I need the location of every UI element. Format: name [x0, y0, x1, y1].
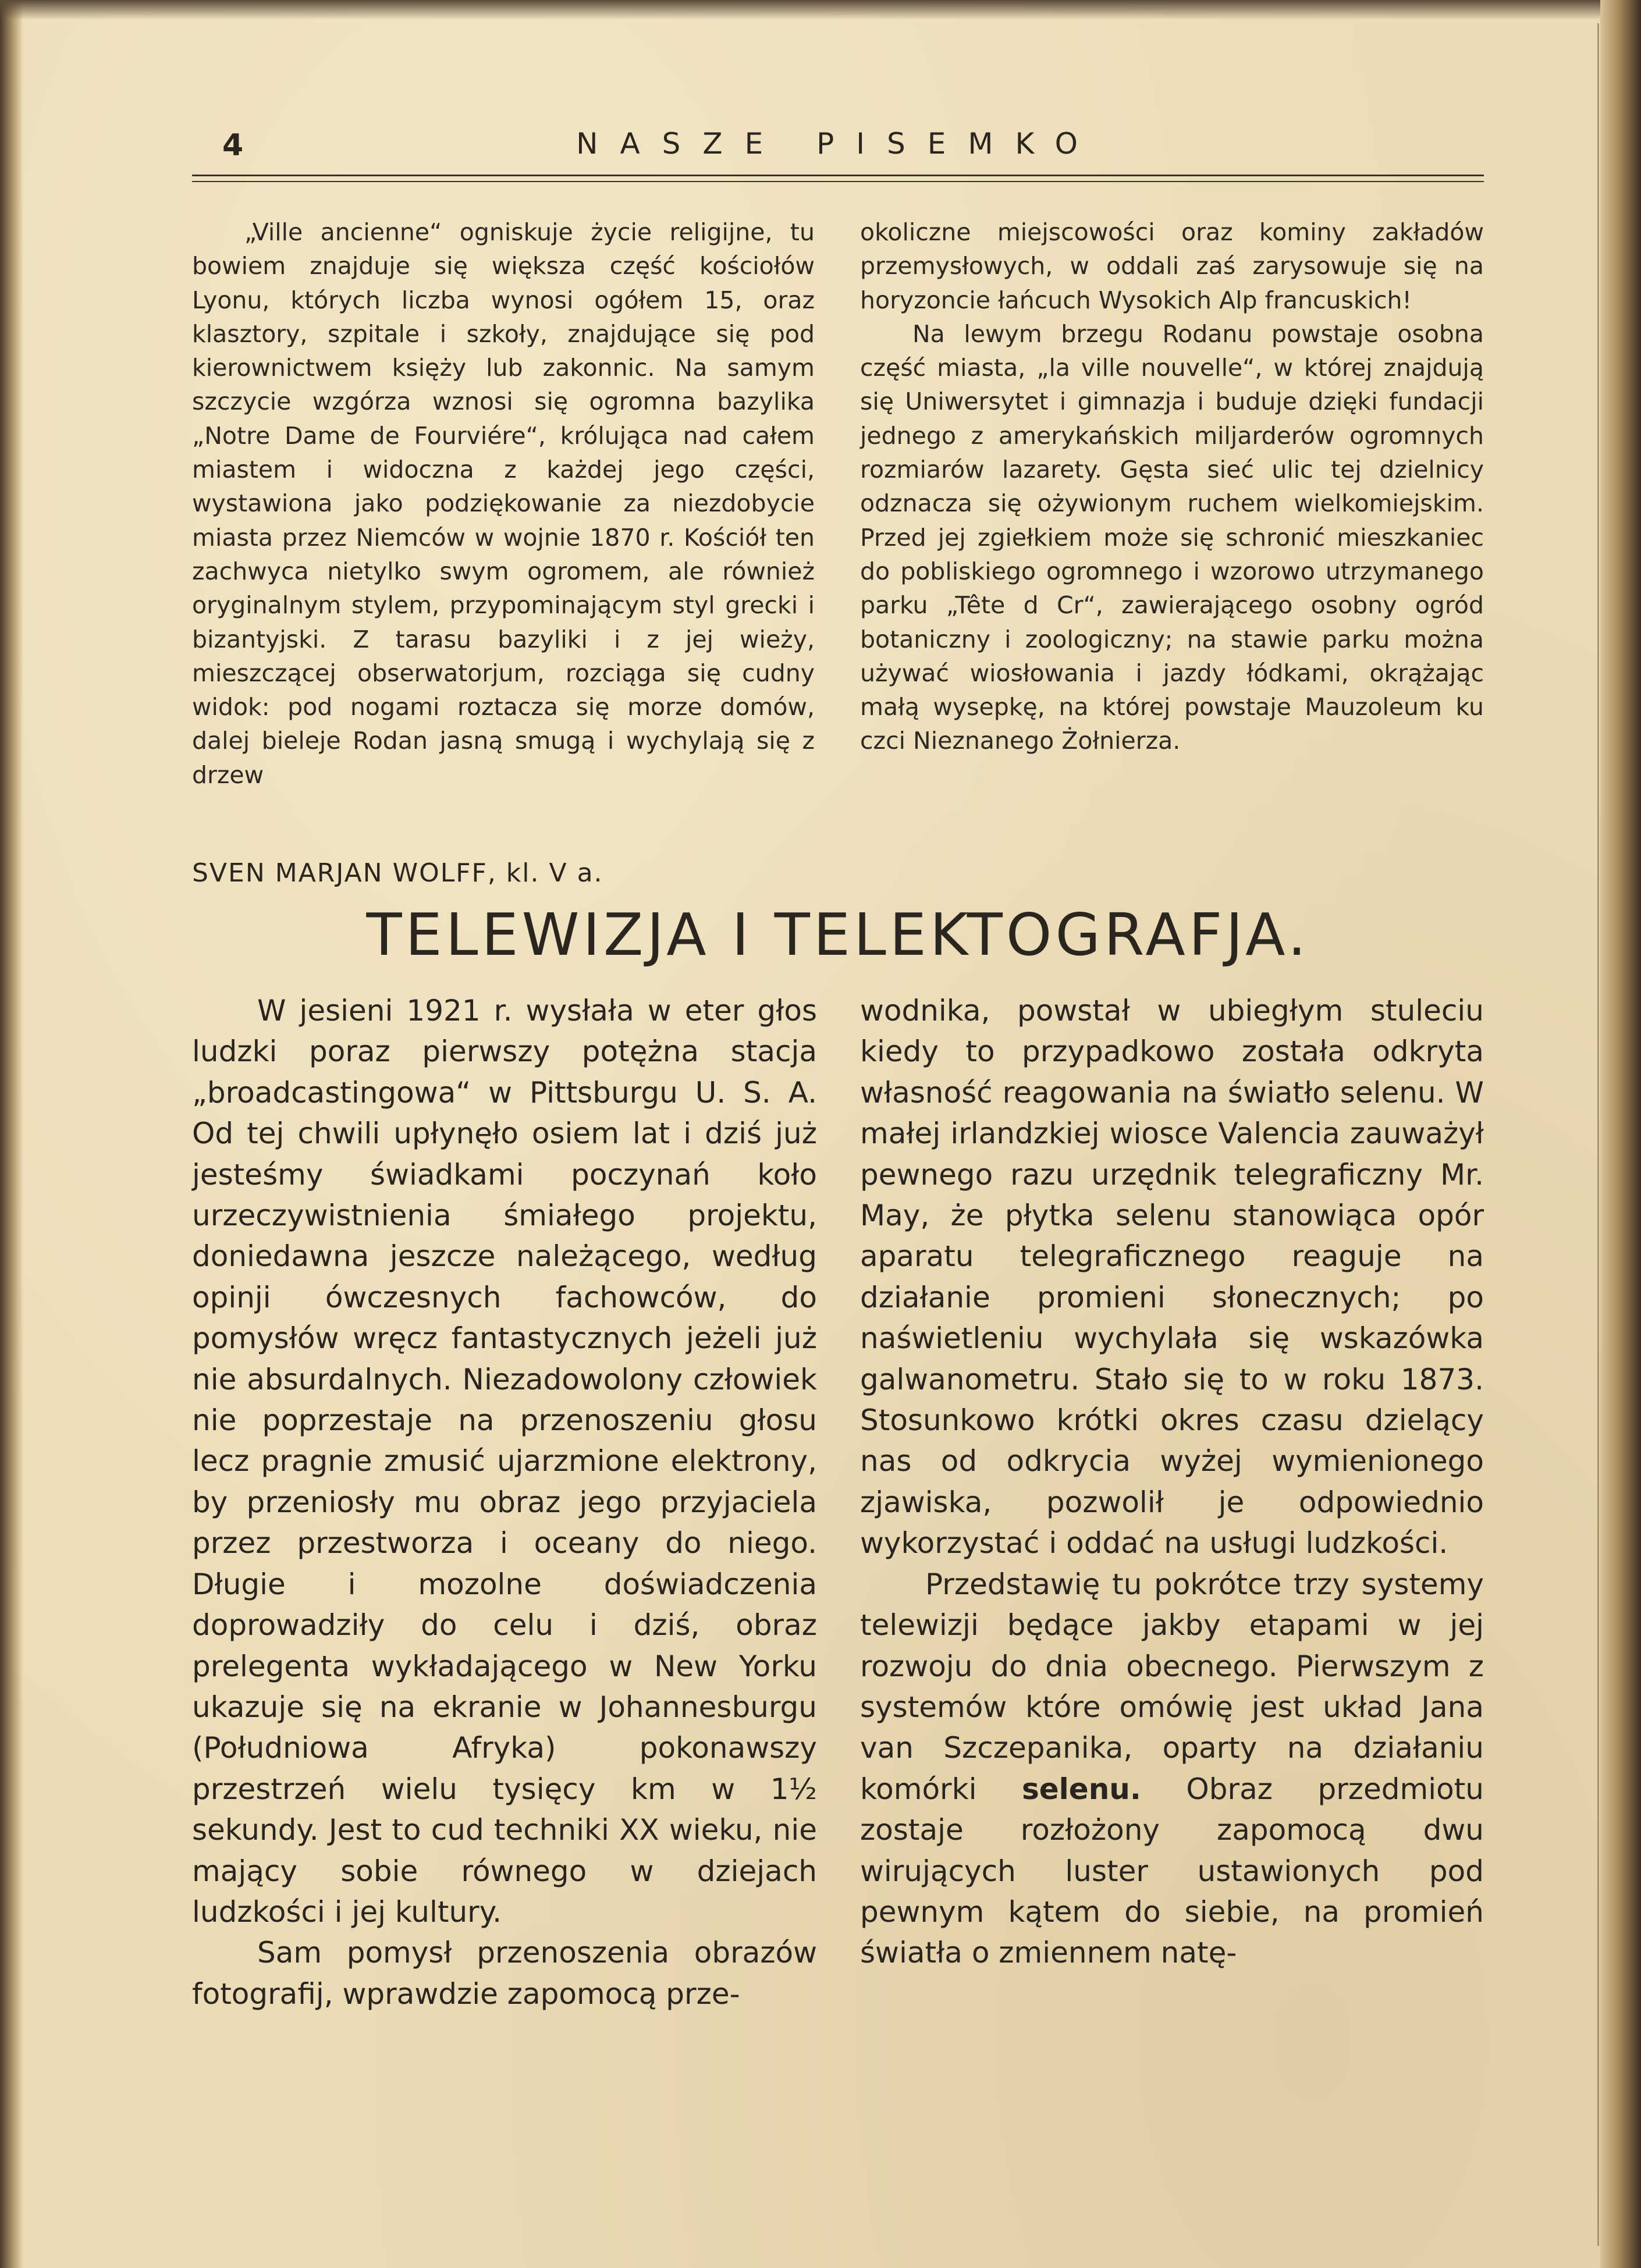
- upper-right-paragraph-2: Na lewym brzegu Rodanu powstaje osobna część miasta, „la ville nouvelle“, w której znajdują się Uniwersytet i gimnazja i buduje dzięki fundacji jednego z amerykańskich miljarderów ogromnych rozmiarów lazarety. Gęsta sieć ulic tej dzielnicy odznacza się ożywionym ruchem wielkomiejskim. Przed jej zgiełkiem może się schronić mieszkaniec do pobliskiego ogromnego i wzorowo utrzymanego parku „Tête d Cr“, zawierającego osobny ogród botaniczny i zoologiczny; na stawie parku można używać wiosłowania i jazdy łódkami, okrążając małą wysepkę, na której powstaje Mauzoleum ku czci Nieznanego Żołnierza.: [860, 319, 1484, 755]
- article-right-column: [860, 990, 1484, 1974]
- article-left-paragraph-2: Sam pomysł przenoszenia obrazów fotografij, wprawdzie zapomocą prze-: [192, 1936, 817, 2011]
- article-byline: SVEN MARJAN WOLFF, kl. V a.: [192, 858, 603, 888]
- binding-fold-line: [1597, 23, 1599, 2246]
- article-left-paragraph-1: W jesieni 1921 r. wysłała w eter głos ludzki poraz pierwszy potężna stacja „broadcastingowa“ w Pittsburgu U. S. A. Od tej chwili upłynęło osiem lat i dziś już jesteśmy świadkami poczynań koło urzeczywistnienia śmiałego projektu, doniedawna jeszcze należącego, według opinji ówczesnych fachowców, do pomysłów wręcz fantastycznych jeżeli już nie absurdalnych. Niezadowolony człowiek nie poprzestaje na przenoszeniu głosu lecz pragnie zmusić ujarzmione elektrony, by przeniosły mu obraz jego przyjaciela przez przestworza i oceany do niego. Długie i mozolne doświadczenia doprowadziły do celu i dziś, obraz prelegenta wykładającego w New Yorku ukazuje się na ekranie w Johannesburgu (Południowa Afryka) pokonawszy przestrzeń wielu tysięcy km w 1½ sekundy. Jest to cud techniki XX wieku, nie mający sobie równego w dziejach ludzkości i jej kultury.: [192, 994, 817, 1929]
- header-rule-bottom: [192, 181, 1484, 182]
- upper-right-paragraph-1: okoliczne miejscowości oraz kominy zakładów przemysłowych, w oddali zaś zarysowuje się na horyzoncie łańcuch Wysokich Alp francuskich!: [860, 218, 1484, 314]
- page-header: [192, 127, 1484, 168]
- bold-word-selenu: selenu.: [1021, 1772, 1141, 1806]
- upper-left-paragraph-1: „Ville ancienne“ ogniskuje życie religijne, tu bowiem znajduje się większa część kościołów Lyonu, których liczba wynosi ogółem 15, oraz klasztory, szpitale i szkoły, znajdujące się pod kierownictwem księży lub zakonnic. Na samym szczycie wzgórza wznosi się ogromna bazylika „Notre Dame de Fourviére“, królująca nad całem miastem i widoczna z każdej jego części, wystawiona jako podziękowanie za niezdobycie miasta przez Niemców w wojnie 1870 r. Kościół ten zachwyca nietylko swym ogromem, ale również oryginalnym stylem, przypominającym styl grecki i bizantyjski. Z tarasu bazyliki i z jej wieży, mieszczącej obserwatorjum, rozciąga się cudny widok: pod nogami roztacza się morze domów, dalej bieleje Rodan jasną smugą i wychylają się z drzew: [192, 218, 815, 789]
- page-binding-edge: [1600, 0, 1641, 2268]
- page-top-edge-shadow: [0, 0, 1641, 20]
- article-right-paragraph-2-end: Obraz przedmiotu zostaje rozłożony zapomocą dwu wirujących luster ustawionych pod pewnym kątem do siebie, na promień światła o zmiennem natę-: [860, 1772, 1484, 1970]
- upper-left-column: [192, 215, 815, 792]
- article-right-paragraph-1: wodnika, powstał w ubiegłym stuleciu kiedy to przypadkowo została odkryta własność reagowania na światło selenu. W małej irlandzkiej wiosce Valencia zauważył pewnego razu urzędnik telegraficzny Mr. May, że płytka selenu stanowiąca opór aparatu telegraficznego reaguje na działanie promieni słonecznych; po naświetleniu wychylała się wskazówka galwanometru. Stało się to w roku 1873. Stosunkowo krótki okres czasu dzielący nas od odkrycia wyżej wymienionego zjawiska, pozwolił je odpowiednio wykorzystać i oddać na usługi ludzkości.: [860, 994, 1484, 1560]
- article-left-column: [192, 990, 817, 2014]
- article-right-paragraph-2-start: Przedstawię tu pokrótce trzy systemy telewizji będące jakby etapami w jej rozwoju do dnia obecnego. Pierwszym z systemów które omówię jest układ Jana van Szczepanika, oparty na działaniu komórki: [860, 1567, 1484, 1806]
- running-title: NASZE PISEMKO: [576, 127, 1100, 161]
- article-right-paragraph-2: [860, 1564, 1484, 1974]
- upper-right-column: [860, 215, 1484, 758]
- page-left-edge-shadow: [0, 0, 23, 2268]
- page-number: 4: [222, 128, 244, 163]
- article-title: TELEWIZJA I TELEKTOGRAFJA.: [366, 901, 1310, 969]
- header-rule-top: [192, 175, 1484, 176]
